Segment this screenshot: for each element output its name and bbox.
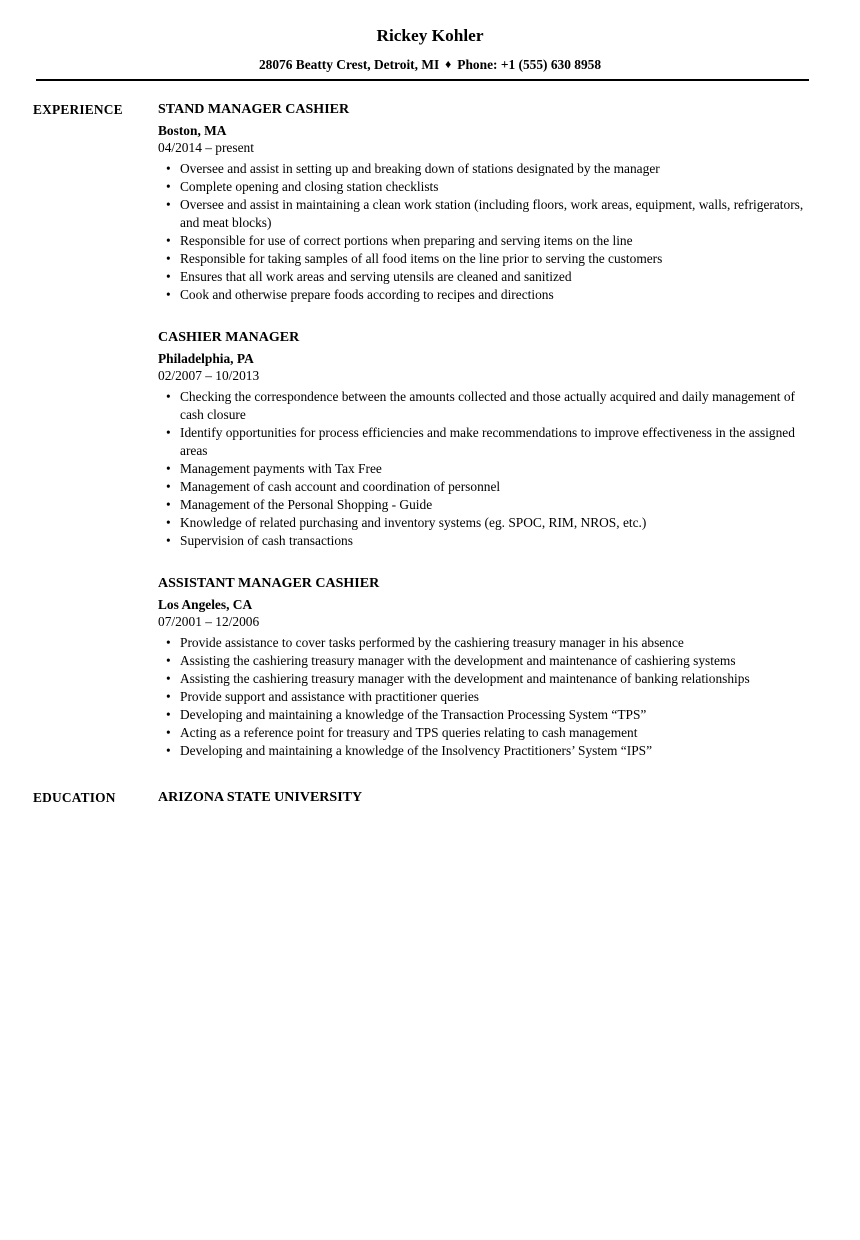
job-bullets bbox=[158, 388, 814, 550]
job-bullet: • Oversee and assist in maintaining a clean work station (including floors, work areas, equipment, walls, refrigerators, and meat blocks) bbox=[158, 196, 814, 232]
job-bullet: • Acting as a reference point for treasury and TPS queries relating to cash management bbox=[158, 724, 814, 742]
education-content bbox=[158, 789, 814, 807]
job-entry bbox=[158, 575, 814, 760]
job-bullet: • Assisting the cashiering treasury manager with the development and maintenance of banking relationships bbox=[158, 670, 814, 688]
job-location: Philadelphia, PA bbox=[158, 351, 254, 366]
job-bullet: • Complete opening and closing station checklists bbox=[158, 178, 814, 196]
job-bullet: • Developing and maintaining a knowledge of the Insolvency Practitioners’ System “IPS” bbox=[158, 742, 814, 760]
job-bullet: • Identify opportunities for process efficiencies and make recommendations to improve effectiveness in the assigned areas bbox=[158, 424, 814, 460]
job-location: Los Angeles, CA bbox=[158, 597, 253, 612]
job-bullet: • Provide support and assistance with practitioner queries bbox=[158, 688, 814, 706]
job-bullet: • Knowledge of related purchasing and inventory systems (eg. SPOC, RIM, NROS, etc.) bbox=[158, 514, 814, 532]
job-title: ASSISTANT MANAGER CASHIER bbox=[158, 576, 380, 591]
job-title: STAND MANAGER CASHIER bbox=[158, 102, 350, 117]
job-bullet: • Responsible for taking samples of all food items on the line prior to serving the customers bbox=[158, 250, 814, 268]
contact-address: 28076 Beatty Crest, Detroit, MI bbox=[258, 57, 440, 72]
job-bullets bbox=[158, 634, 814, 760]
resume-header bbox=[0, 0, 860, 74]
job-dates: 04/2014 – present bbox=[158, 140, 254, 155]
experience-content bbox=[158, 101, 814, 760]
job-bullet: • Management of the Personal Shopping - Guide bbox=[158, 496, 814, 514]
candidate-name: Rickey Kohler bbox=[376, 26, 484, 45]
job-bullet: • Developing and maintaining a knowledge of the Transaction Processing System “TPS” bbox=[158, 706, 814, 724]
job-dates: 07/2001 – 12/2006 bbox=[158, 614, 260, 629]
job-bullet: • Assisting the cashiering treasury manager with the development and maintenance of cashiering systems bbox=[158, 652, 814, 670]
experience-section bbox=[33, 101, 814, 760]
job-location: Boston, MA bbox=[158, 123, 227, 138]
education-section-label: EDUCATION bbox=[33, 790, 116, 805]
job-bullets bbox=[158, 160, 814, 304]
job-title: CASHIER MANAGER bbox=[158, 330, 300, 345]
header-divider bbox=[36, 79, 809, 81]
job-bullet: • Management of cash account and coordination of personnel bbox=[158, 478, 814, 496]
diamond-separator: ♦ bbox=[445, 57, 452, 71]
job-bullet: • Responsible for use of correct portions when preparing and serving items on the line bbox=[158, 232, 814, 250]
school-name: ARIZONA STATE UNIVERSITY bbox=[158, 790, 363, 805]
job-bullet: • Oversee and assist in setting up and breaking down of stations designated by the manager bbox=[158, 160, 814, 178]
contact-info bbox=[0, 56, 860, 74]
job-entry bbox=[158, 329, 814, 550]
experience-section-label: EXPERIENCE bbox=[33, 102, 123, 117]
job-bullet: • Ensures that all work areas and serving utensils are cleaned and sanitized bbox=[158, 268, 814, 286]
job-bullet: • Provide assistance to cover tasks performed by the cashiering treasury manager in his absence bbox=[158, 634, 814, 652]
contact-phone: Phone: +1 (555) 630 8958 bbox=[457, 57, 602, 72]
education-section bbox=[33, 789, 814, 807]
job-dates: 02/2007 – 10/2013 bbox=[158, 368, 260, 383]
job-bullet: • Management payments with Tax Free bbox=[158, 460, 814, 478]
job-bullet: • Supervision of cash transactions bbox=[158, 532, 814, 550]
job-bullet: • Checking the correspondence between the amounts collected and those actually acquired and daily management of cash closure bbox=[158, 388, 814, 424]
job-bullet: • Cook and otherwise prepare foods according to recipes and directions bbox=[158, 286, 814, 304]
job-entry bbox=[158, 101, 814, 304]
